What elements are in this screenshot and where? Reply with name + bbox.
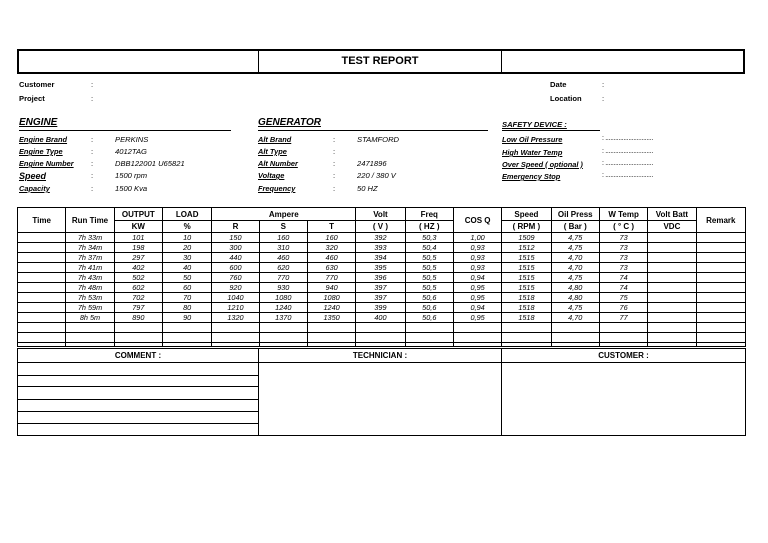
cell-oil-press: 4,75 [551,233,599,243]
test-data-table [17,207,746,347]
cell-time [18,303,66,313]
cell-ampere-r [212,333,259,343]
technician-section [259,349,502,435]
cell-ampere-s [259,333,307,343]
col-volt-header: Volt [356,208,405,221]
voltage-value: 220 / 380 V [357,171,396,180]
cell-run-time: 7h 48m [66,283,114,293]
title-right-cell [502,51,743,72]
cell-remark [696,293,745,303]
cell-load-pct: 60 [162,283,211,293]
col-speed-unit: ( RPM ) [502,221,551,233]
col-cos-header: COS Q [453,208,501,233]
cell-output-kw: 602 [114,283,162,293]
col-oil-press-unit: ( Bar ) [551,221,599,233]
cell-freq [405,333,453,343]
comment-line[interactable] [18,375,258,376]
cell-cos-q: 0,94 [453,273,501,283]
cell-ampere-r: 1320 [212,313,259,323]
cell-output-kw: 890 [114,313,162,323]
cell-volt: 397 [356,283,405,293]
cell-speed: 1518 [502,293,551,303]
cell-time [18,243,66,253]
table-body [18,233,746,347]
comment-line[interactable] [18,399,258,400]
customer-section [502,349,745,435]
cell-volt-batt [648,233,696,243]
cell-oil-press: 4,80 [551,293,599,303]
cell-time [18,253,66,263]
comment-line[interactable] [18,386,258,387]
col-remark-header: Remark [696,208,745,233]
cell-volt-batt [648,263,696,273]
cell-ampere-r: 300 [212,243,259,253]
col-ampere-t: T [307,221,355,233]
cell-ampere-r: 1210 [212,303,259,313]
cell-ampere-t: 1240 [307,303,355,313]
cell-remark [696,283,745,293]
cell-freq: 50,6 [405,303,453,313]
cell-oil-press: 4,75 [551,273,599,283]
cell-output-kw: 198 [114,243,162,253]
table-row [18,243,746,253]
cell-time [18,283,66,293]
cell-load-pct: 10 [162,233,211,243]
cell-output-kw: 101 [114,233,162,243]
engine-type-label: Engine Type [19,147,63,156]
cell-remark [696,313,745,323]
cell-ampere-r: 150 [212,233,259,243]
cell-time [18,263,66,273]
cell-output-kw: 702 [114,293,162,303]
cell-time [18,323,66,333]
cell-load-pct: 20 [162,243,211,253]
cell-load-pct: 70 [162,293,211,303]
col-ampere-s: S [259,221,307,233]
cell-remark [696,273,745,283]
cell-ampere-s: 620 [259,263,307,273]
cell-ampere-s: 930 [259,283,307,293]
cell-time [18,313,66,323]
cell-volt-batt [648,283,696,293]
high-water-temp-value: : ............................. [602,148,653,155]
voltage-colon: : [333,171,336,180]
cell-speed [502,323,551,333]
low-oil-pressure-value: : ............................. [602,135,653,142]
col-freq-unit: ( HZ ) [405,221,453,233]
cell-ampere-s [259,323,307,333]
cell-load-pct: 90 [162,313,211,323]
cell-speed: 1518 [502,313,551,323]
engine-speed-colon: : [91,171,94,180]
cell-ampere-t: 160 [307,233,355,243]
alt-brand-value: STAMFORD [357,135,400,144]
engine-speed-value: 1500 rpm [115,171,148,180]
cell-volt-batt [648,243,696,253]
cell-ampere-t [307,323,355,333]
cell-cos-q: 0,95 [453,313,501,323]
cell-oil-press: 4,70 [551,253,599,263]
col-volt-batt-unit: VDC [648,221,696,233]
cell-ampere-r [212,323,259,333]
engine-number-colon: : [91,159,94,168]
cell-volt-batt [648,293,696,303]
cell-freq [405,323,453,333]
cell-oil-press: 4,70 [551,263,599,273]
location-colon: : [602,94,605,103]
comment-label: COMMENT : [18,349,258,363]
cell-ampere-r: 920 [212,283,259,293]
cell-run-time: 8h 5m [66,313,114,323]
col-time-header: Time [18,208,66,233]
cell-ampere-s: 1370 [259,313,307,323]
alt-number-label: Alt Number [258,159,298,168]
cell-ampere-t: 770 [307,273,355,283]
date-label: Date [550,80,567,89]
col-ampere-header: Ampere [212,208,356,221]
cell-volt: 399 [356,303,405,313]
cell-load-pct: 50 [162,273,211,283]
engine-capacity-label: Capacity [19,184,50,193]
cell-run-time: 7h 37m [66,253,114,263]
cell-load-pct [162,323,211,333]
over-speed-value: : ............................. [602,160,653,167]
cell-speed [502,333,551,343]
cell-ampere-s: 310 [259,243,307,253]
cell-volt: 392 [356,233,405,243]
table-row [18,283,746,293]
cell-freq: 50,6 [405,293,453,303]
cell-speed: 1518 [502,303,551,313]
cell-cos-q [453,323,501,333]
emergency-stop-label: Emergency Stop [502,172,561,181]
engine-type-colon: : [91,147,94,156]
cell-volt: 397 [356,293,405,303]
cell-w-temp: 74 [599,273,647,283]
title-left-cell [19,51,259,72]
col-ampere-r: R [212,221,259,233]
low-oil-pressure-label: Low Oil Pressure [502,135,563,144]
frequency-colon: : [333,184,336,193]
cell-speed: 1512 [502,243,551,253]
title-box [17,49,745,74]
cell-run-time [66,333,114,343]
cell-output-kw: 502 [114,273,162,283]
report-title: TEST REPORT [259,51,502,72]
cell-volt: 393 [356,243,405,253]
cell-ampere-s: 1080 [259,293,307,303]
cell-ampere-s: 1240 [259,303,307,313]
cell-ampere-t [307,333,355,343]
cell-ampere-s: 160 [259,233,307,243]
cell-cos-q: 0,95 [453,283,501,293]
cell-speed: 1515 [502,283,551,293]
cell-volt-batt [648,253,696,263]
col-output-unit: KW [114,221,162,233]
cell-ampere-t: 940 [307,283,355,293]
cell-oil-press: 4,75 [551,243,599,253]
cell-volt-batt [648,333,696,343]
alt-type-label: Alt Type [258,147,287,156]
col-speed-header: Speed [502,208,551,221]
cell-freq: 50,5 [405,273,453,283]
cell-w-temp [599,333,647,343]
cell-ampere-t: 1350 [307,313,355,323]
cell-remark [696,333,745,343]
table-row [18,303,746,313]
col-volt-unit: ( V ) [356,221,405,233]
table-separator-row [18,343,746,347]
cell-time [18,293,66,303]
cell-volt [356,333,405,343]
signoff-section [17,348,746,436]
table-row [18,293,746,303]
cell-run-time: 7h 34m [66,243,114,253]
cell-volt-batt [648,273,696,283]
cell-load-pct [162,333,211,343]
cell-ampere-t: 460 [307,253,355,263]
project-colon: : [91,94,94,103]
over-speed-label: Over Speed ( optional ) [502,160,583,169]
col-load-unit: % [162,221,211,233]
location-label: Location [550,94,582,103]
cell-run-time: 7h 41m [66,263,114,273]
cell-oil-press [551,323,599,333]
cell-run-time: 7h 33m [66,233,114,243]
engine-capacity-colon: : [91,184,94,193]
cell-ampere-r: 1040 [212,293,259,303]
cell-remark [696,253,745,263]
cell-run-time: 7h 43m [66,273,114,283]
cell-load-pct: 30 [162,253,211,263]
high-water-temp-label: High Water Temp [502,148,563,157]
engine-capacity-value: 1500 Kva [115,184,148,193]
alt-number-value: 2471896 [357,159,387,168]
col-w-temp-header: W Temp [599,208,647,221]
project-label: Project [19,94,45,103]
cell-freq: 50,5 [405,253,453,263]
table-row [18,253,746,263]
cell-oil-press: 4,70 [551,313,599,323]
cell-run-time [66,323,114,333]
frequency-label: Frequency [258,184,296,193]
comment-line[interactable] [18,411,258,412]
cell-volt-batt [648,323,696,333]
alt-type-colon: : [333,147,336,156]
cell-w-temp: 73 [599,243,647,253]
cell-cos-q: 0,93 [453,253,501,263]
customer-signoff-label: CUSTOMER : [502,349,745,363]
cell-w-temp: 75 [599,293,647,303]
col-w-temp-unit: ( ° C ) [599,221,647,233]
cell-freq: 50,6 [405,313,453,323]
engine-speed-label: Speed [19,171,47,181]
customer-label: Customer [19,80,55,89]
cell-ampere-t: 630 [307,263,355,273]
cell-w-temp: 74 [599,283,647,293]
cell-time [18,333,66,343]
cell-ampere-s: 460 [259,253,307,263]
cell-oil-press: 4,75 [551,303,599,313]
cell-volt: 396 [356,273,405,283]
cell-load-pct: 40 [162,263,211,273]
safety-rule [502,130,600,131]
table-row [18,263,746,273]
cell-output-kw: 297 [114,253,162,263]
col-output-header: OUTPUT [114,208,162,221]
generator-rule [258,130,488,131]
cell-time [18,273,66,283]
engine-heading: ENGINE [19,117,58,128]
table-row [18,333,746,343]
cell-w-temp: 73 [599,253,647,263]
cell-speed: 1509 [502,233,551,243]
cell-volt: 395 [356,263,405,273]
col-run-time-header: Run Time [66,208,114,233]
cell-w-temp: 77 [599,313,647,323]
cell-volt-batt [648,313,696,323]
table-row [18,233,746,243]
emergency-stop-value: : ............................. [602,172,653,179]
engine-type-value: 4012TAG [115,147,147,156]
cell-ampere-r: 440 [212,253,259,263]
cell-remark [696,233,745,243]
cell-cos-q [453,333,501,343]
cell-ampere-t: 1080 [307,293,355,303]
cell-oil-press: 4,80 [551,283,599,293]
cell-speed: 1515 [502,273,551,283]
cell-ampere-r: 760 [212,273,259,283]
cell-freq: 50,5 [405,263,453,273]
cell-freq: 50,3 [405,233,453,243]
cell-cos-q: 0,94 [453,303,501,313]
col-load-header: LOAD [162,208,211,221]
cell-freq: 50,4 [405,243,453,253]
cell-cos-q: 0,95 [453,293,501,303]
date-colon: : [602,80,605,89]
cell-volt [356,323,405,333]
table-row [18,273,746,283]
cell-speed: 1515 [502,253,551,263]
alt-number-colon: : [333,159,336,168]
engine-brand-value: PERKINS [115,135,149,144]
cell-w-temp: 73 [599,263,647,273]
frequency-value: 50 HZ [357,184,378,193]
cell-speed: 1515 [502,263,551,273]
table-row [18,323,746,333]
cell-oil-press [551,333,599,343]
cell-ampere-s: 770 [259,273,307,283]
cell-remark [696,323,745,333]
cell-remark [696,263,745,273]
cell-time [18,233,66,243]
cell-cos-q: 0,93 [453,243,501,253]
alt-brand-colon: : [333,135,336,144]
cell-cos-q: 1,00 [453,233,501,243]
table-row [18,313,746,323]
cell-remark [696,303,745,313]
cell-run-time: 7h 59m [66,303,114,313]
cell-volt: 394 [356,253,405,263]
comment-section [18,349,259,435]
cell-cos-q: 0,93 [453,263,501,273]
cell-volt-batt [648,303,696,313]
cell-ampere-t: 320 [307,243,355,253]
cell-output-kw: 402 [114,263,162,273]
engine-brand-colon: : [91,135,94,144]
cell-w-temp: 76 [599,303,647,313]
cell-w-temp [599,323,647,333]
engine-brand-label: Engine Brand [19,135,68,144]
technician-label: TECHNICIAN : [259,349,501,363]
engine-rule [19,130,231,131]
col-volt-batt-header: Volt Batt [648,208,696,221]
cell-freq: 50,5 [405,283,453,293]
safety-heading: SAFETY DEVICE : [502,120,567,129]
generator-heading: GENERATOR [258,117,321,128]
voltage-label: Voltage [258,171,285,180]
cell-load-pct: 80 [162,303,211,313]
comment-line[interactable] [18,423,258,424]
cell-run-time: 7h 53m [66,293,114,303]
cell-output-kw [114,333,162,343]
engine-number-label: Engine Number [19,159,74,168]
cell-output-kw: 797 [114,303,162,313]
cell-ampere-r: 600 [212,263,259,273]
customer-colon: : [91,80,94,89]
cell-volt: 400 [356,313,405,323]
cell-remark [696,243,745,253]
col-oil-press-header: Oil Press [551,208,599,221]
alt-brand-label: Alt Brand [258,135,292,144]
cell-output-kw [114,323,162,333]
col-freq-header: Freq [405,208,453,221]
cell-w-temp: 73 [599,233,647,243]
engine-number-value: DBB122001 U65821 [115,159,185,168]
